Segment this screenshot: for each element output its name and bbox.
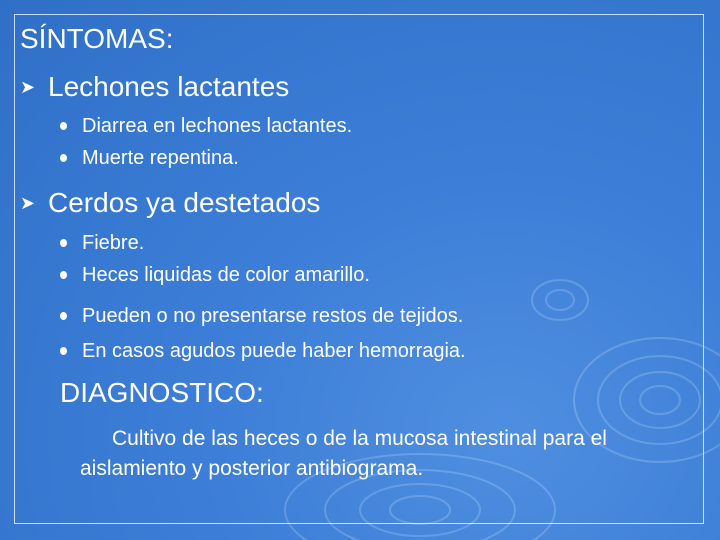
bullet-dot-icon (60, 122, 67, 130)
bullet-dot-icon (60, 347, 67, 355)
section-label: Lechones lactantes (48, 71, 290, 102)
bullet-dot-icon (60, 271, 67, 279)
list-item: En casos agudos puede haber hemorragia. (82, 338, 466, 364)
list-item: Fiebre. (82, 230, 144, 256)
bullet-dot-icon (60, 239, 67, 247)
arrow-bullet-icon: ➤ (20, 77, 36, 97)
section-cerdos (20, 186, 320, 220)
arrow-bullet-icon: ➤ (20, 193, 36, 213)
diagnosis-text: Cultivo de las heces o de la mucosa intestinal para el aislamiento y posterior antibiograma. (80, 427, 607, 480)
list-item: Pueden o no presentarse restos de tejidos. (82, 303, 463, 329)
section-lechones (20, 70, 289, 104)
bullet-dot-icon (60, 312, 67, 320)
list-item: Diarrea en lechones lactantes. (82, 113, 352, 139)
list-item: Muerte repentina. (82, 145, 239, 171)
diagnosis-title: DIAGNOSTICO: (60, 377, 264, 408)
bullet-dot-icon (60, 154, 67, 162)
section-label: Cerdos ya destetados (48, 187, 321, 218)
slide-title: SÍNTOMAS: (20, 23, 174, 54)
list-item: Heces liquidas de color amarillo. (82, 262, 370, 288)
